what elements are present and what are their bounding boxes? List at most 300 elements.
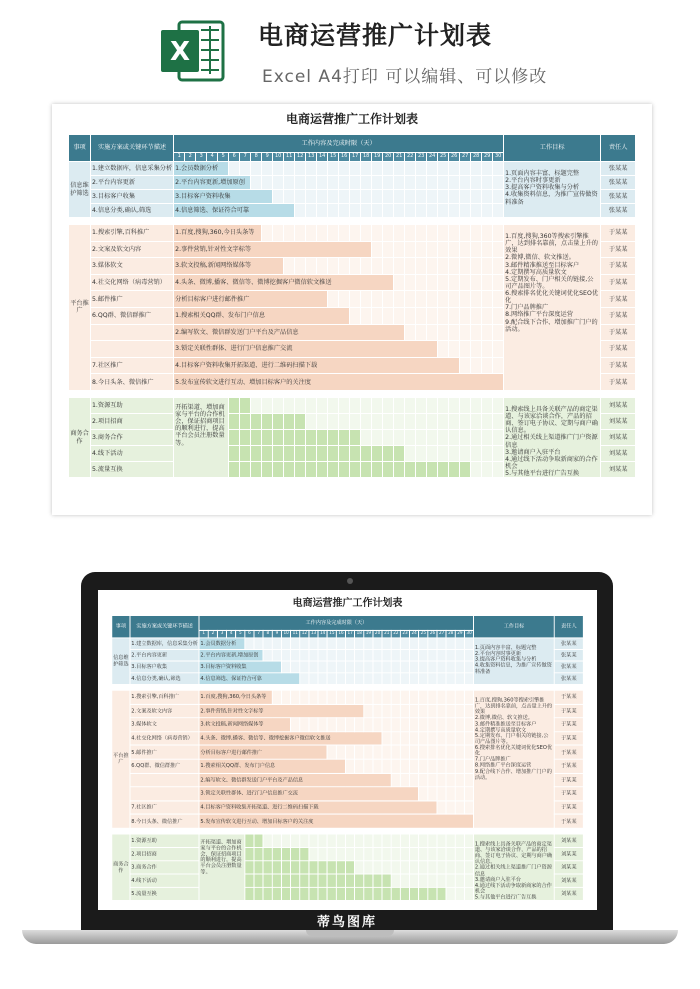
screen-day-number: 16 [338, 630, 344, 636]
task-cell: 4.信息分类,确认,筛选 [91, 204, 174, 218]
gantt-cell [240, 413, 251, 429]
screen-gantt-cell [346, 649, 355, 661]
screen-gantt-cell [254, 847, 263, 860]
gantt-cell [471, 462, 482, 478]
gantt-cell [394, 176, 405, 190]
screen-gantt-cell [446, 745, 455, 759]
gantt-cell [427, 413, 438, 429]
gantt-cell [328, 397, 339, 413]
screen-gantt-cell [419, 732, 428, 746]
screen-gantt-cell [346, 861, 355, 874]
gantt-cell [405, 291, 416, 308]
gantt-cell [251, 397, 262, 413]
gantt-cell [262, 176, 273, 190]
screen-gantt-cell [391, 759, 400, 773]
screen-gantt-cell [410, 649, 419, 661]
gantt-cell [361, 307, 372, 324]
screen-gantt-cell [455, 745, 464, 759]
screen-gantt-cell [282, 638, 291, 650]
gantt-cell [482, 397, 493, 413]
screen-biz-content-block: 开拓渠道、增加商家与平台的合作机会，保证招商项目的顺利进行，提高平台会员注册数量等。 [199, 834, 245, 901]
gantt-cell [339, 190, 350, 204]
gantt-cell [273, 430, 284, 446]
screen-gantt-cell [373, 638, 382, 650]
gantt-cell [482, 190, 493, 204]
gantt-cell [493, 307, 504, 324]
screen-gantt-cell [318, 861, 327, 874]
gantt-cell [427, 462, 438, 478]
gantt-bar: 3.锁定关联性群体、进行门户信息推广交流 [174, 341, 438, 358]
gantt-cell [493, 324, 504, 341]
screen-gantt-cell [373, 745, 382, 759]
screen-gantt-cell [428, 732, 437, 746]
screen-gantt-cell [272, 861, 281, 874]
day-number: 4 [207, 153, 218, 162]
gantt-cell [493, 397, 504, 413]
gantt-cell [306, 413, 317, 429]
gantt-cell [405, 446, 416, 462]
sheet-preview [52, 104, 652, 515]
screen-gantt-cell [300, 834, 309, 847]
screen-owner-cell: 于某某 [554, 759, 583, 773]
gantt-cell [284, 258, 295, 275]
gantt-cell [460, 357, 471, 374]
gantt-cell [361, 204, 372, 218]
gantt-cell [416, 307, 427, 324]
gantt-cell [229, 446, 240, 462]
screen-gantt-cell [419, 718, 428, 732]
screen-gantt-cell [254, 861, 263, 874]
owner-cell: 于某某 [601, 374, 636, 391]
gantt-cell [251, 413, 262, 429]
gantt-cell [372, 162, 383, 176]
gantt-cell [372, 190, 383, 204]
screen-gantt-cell [400, 847, 409, 860]
screen-col-header-goal: 工作目标 [474, 615, 555, 637]
screen-gantt-cell [391, 718, 400, 732]
gantt-cell [361, 430, 372, 446]
gantt-cell [405, 274, 416, 291]
day-number: 19 [372, 153, 383, 162]
screen-gantt-cell [428, 718, 437, 732]
gantt-cell [229, 462, 240, 478]
gantt-cell [339, 204, 350, 218]
screen-gantt-cell [263, 834, 272, 847]
screen-gantt-cell [428, 745, 437, 759]
gantt-cell [273, 176, 284, 190]
owner-cell: 于某某 [601, 291, 636, 308]
screen-gantt-cell [364, 847, 373, 860]
screen-gantt-cell [428, 787, 437, 801]
day-number: 24 [427, 153, 438, 162]
screen-gantt-cell [382, 847, 391, 860]
screen-owner-cell: 刘某某 [554, 887, 583, 900]
screen-gantt-cell [400, 661, 409, 673]
day-number: 17 [350, 153, 361, 162]
gantt-cell [295, 258, 306, 275]
screen-gantt-cell [400, 649, 409, 661]
screen-gantt-cell [410, 638, 419, 650]
gantt-cell [427, 430, 438, 446]
screen-gantt-cell [419, 759, 428, 773]
screen-gantt-cell [327, 887, 336, 900]
screen-owner-cell: 于某某 [554, 732, 583, 746]
screen-gantt-cell [282, 834, 291, 847]
gantt-cell [229, 413, 240, 429]
day-number: 8 [251, 153, 262, 162]
gantt-bar: 1.百度,搜狗,360,今日头条等 [174, 225, 262, 242]
gantt-cell [471, 190, 482, 204]
screen-gantt-cell [364, 690, 373, 704]
gantt-cell [361, 291, 372, 308]
day-number: 12 [295, 153, 306, 162]
screen-gantt-cell [309, 661, 318, 673]
gantt-cell [405, 241, 416, 258]
gantt-cell [295, 204, 306, 218]
gantt-cell [273, 190, 284, 204]
gantt-cell [306, 176, 317, 190]
gantt-cell [438, 162, 449, 176]
gantt-cell [284, 225, 295, 242]
gantt-cell [383, 413, 394, 429]
day-number: 13 [306, 153, 317, 162]
col-header-goal: 工作目标 [504, 135, 601, 162]
screen-gantt-cell [464, 874, 473, 887]
gantt-cell [306, 190, 317, 204]
task-cell: 7.社区推广 [91, 357, 174, 374]
screen-gantt-cell [309, 847, 318, 860]
screen-gantt-cell [364, 638, 373, 650]
gantt-cell [339, 430, 350, 446]
screen-gantt-cell [437, 661, 446, 673]
screen-gantt-bar: 3.目标客户资料收集 [199, 661, 281, 673]
screen-gantt-cell [355, 874, 364, 887]
screen-gantt-cell [455, 704, 464, 718]
screen-gantt-cell [419, 847, 428, 860]
task-cell: 1.搜索引擎,百科推广 [91, 225, 174, 242]
screen-gantt-cell [464, 661, 473, 673]
gantt-cell [482, 241, 493, 258]
gantt-cell [229, 430, 240, 446]
screen-gantt-cell [400, 673, 409, 685]
screen-goal-cell: 1.页面内容丰富、标题完整 2.平台内容时事更新 3.提高客户资料收集与分析 4.收集资料信息，为推广宣传做资料准备 [474, 638, 555, 685]
screen-gantt-cell [391, 834, 400, 847]
screen-gantt-cell [263, 847, 272, 860]
gantt-cell [328, 446, 339, 462]
screen-gantt-cell [391, 847, 400, 860]
screen-task-cell: 3.目标客户收集 [130, 661, 199, 673]
screen-task-cell: 6.QQ群、微信群推广 [130, 759, 199, 773]
screen-gantt-cell [464, 861, 473, 874]
gantt-cell [339, 397, 350, 413]
screen-gantt-cell [391, 732, 400, 746]
gantt-cell [449, 430, 460, 446]
screen-gantt-cell [309, 861, 318, 874]
gantt-cell [273, 446, 284, 462]
gantt-cell [394, 413, 405, 429]
screen-gantt-cell [364, 661, 373, 673]
gantt-cell [339, 462, 350, 478]
screen-gantt-cell [318, 638, 327, 650]
screen-gantt-cell [419, 861, 428, 874]
screen-gantt-cell [272, 834, 281, 847]
screen-gantt-cell [245, 638, 254, 650]
screen-gantt-bar: 1.百度,搜狗,360,今日头条等 [199, 690, 272, 704]
gantt-cell [350, 462, 361, 478]
gantt-cell [328, 162, 339, 176]
gantt-cell [493, 258, 504, 275]
screen-gantt-bar: 2.平台内容更新,增加原创 [199, 649, 263, 661]
screen-gantt-cell [446, 704, 455, 718]
screen-gantt-cell [455, 649, 464, 661]
screen-gantt-cell [428, 834, 437, 847]
day-number: 20 [383, 153, 394, 162]
screen-gantt-cell [455, 887, 464, 900]
screen-gantt-cell [446, 861, 455, 874]
gantt-cell [449, 413, 460, 429]
screen-gantt-cell [300, 673, 309, 685]
gantt-cell [482, 324, 493, 341]
screen-owner-cell: 张某某 [554, 673, 583, 685]
screen-gantt-cell [400, 732, 409, 746]
day-number: 3 [196, 153, 207, 162]
col-header-owner: 责任人 [601, 135, 636, 162]
screen-day-number: 29 [457, 630, 463, 636]
screen-gantt-cell [245, 847, 254, 860]
gantt-cell [372, 413, 383, 429]
plan-table [68, 134, 636, 478]
owner-cell: 于某某 [601, 357, 636, 374]
screen-day-number: 19 [365, 630, 372, 636]
goal-cell: 1.百度,搜狗,360等搜索引擎推广，达到排名靠前，点击量上升的效果 2.微博,微信、软文推送。 3.邮件精准推送至目标客户 4.定期撰写高质量软文 5.定期发布、门户相关的链接,公司产品图片等。 6.搜索排名优化关键词优化SEO优化 7.门户品牌推广 8.网络推广平台深度运营 9.配合线下合作、增加推广门户的活动。 [504, 225, 601, 391]
screen-gantt-cell [446, 673, 455, 685]
screen-gantt-cell [446, 834, 455, 847]
screen-gantt-cell [355, 690, 364, 704]
screen-gantt-cell [282, 847, 291, 860]
screen-gantt-cell [400, 861, 409, 874]
screen-task-cell: 4.线下活动 [130, 874, 199, 887]
screen-gantt-cell [318, 874, 327, 887]
gantt-cell [460, 307, 471, 324]
screen-gantt-cell [336, 847, 345, 860]
owner-cell: 于某某 [601, 258, 636, 275]
screen-gantt-cell [318, 673, 327, 685]
screen-gantt-cell [437, 887, 446, 900]
screen-gantt-cell [327, 745, 336, 759]
gantt-cell [284, 462, 295, 478]
screen-owner-cell: 于某某 [554, 773, 583, 787]
screen-owner-cell: 于某某 [554, 745, 583, 759]
gantt-cell [493, 357, 504, 374]
gantt-cell [493, 462, 504, 478]
gantt-cell [460, 341, 471, 358]
day-number: 22 [405, 153, 416, 162]
screen-owner-cell: 于某某 [554, 704, 583, 718]
screen-task-cell: 4.信息分类,确认,筛选 [130, 673, 199, 685]
gantt-cell [317, 446, 328, 462]
screen-gantt-cell [382, 673, 391, 685]
gantt-cell [405, 413, 416, 429]
screen-gantt-cell [309, 690, 318, 704]
owner-cell: 张某某 [601, 162, 636, 176]
screen-gantt-cell [272, 690, 281, 704]
screen-gantt-cell [373, 759, 382, 773]
gantt-cell [317, 413, 328, 429]
day-number: 27 [460, 153, 471, 162]
gantt-cell [460, 291, 471, 308]
gantt-cell [438, 291, 449, 308]
gantt-cell [262, 397, 273, 413]
page-subtitle: Excel A4打印 可以编辑、可以修改 [262, 67, 548, 87]
gantt-cell [306, 446, 317, 462]
gantt-cell [295, 446, 306, 462]
gantt-cell [471, 258, 482, 275]
owner-cell: 刘某某 [601, 413, 636, 429]
brand-label: 蒂鸟图库 [316, 915, 377, 930]
screen-gantt-cell [410, 861, 419, 874]
screen-gantt-cell [391, 887, 400, 900]
excel-logo-letter: X [169, 37, 191, 67]
screen-gantt-cell [318, 887, 327, 900]
gantt-cell [427, 307, 438, 324]
gantt-cell [427, 162, 438, 176]
gantt-cell [295, 397, 306, 413]
screen-gantt-bar: 分析目标客户进行邮件推广 [199, 745, 327, 759]
gantt-cell [262, 225, 273, 242]
screen-gantt-cell [400, 745, 409, 759]
gantt-cell [427, 225, 438, 242]
task-cell [91, 324, 174, 341]
gantt-cell [295, 176, 306, 190]
gantt-cell [328, 204, 339, 218]
gantt-cell [394, 162, 405, 176]
gantt-cell [493, 291, 504, 308]
screen-gantt-cell [263, 861, 272, 874]
screen-gantt-cell [336, 834, 345, 847]
day-number: 6 [229, 153, 240, 162]
gantt-cell [240, 397, 251, 413]
screen-gantt-cell [291, 638, 300, 650]
task-cell: 2.项目招商 [91, 413, 174, 429]
screen-gantt-cell [282, 887, 291, 900]
screen-gantt-cell [318, 834, 327, 847]
gantt-cell [383, 190, 394, 204]
screen-gantt-cell [400, 834, 409, 847]
screen-day-number: 8 [263, 630, 272, 637]
screen-gantt-cell [419, 887, 428, 900]
screen-col-header-phase: 事项 [112, 615, 130, 637]
gantt-cell [240, 430, 251, 446]
section-spacer [69, 390, 636, 397]
screen-gantt-cell [428, 759, 437, 773]
gantt-cell [493, 204, 504, 218]
screen-day-number: 30 [466, 630, 472, 636]
gantt-cell [460, 176, 471, 190]
gantt-bar: 2.编写软文、微信群发送门户平台及产品信息 [174, 324, 405, 341]
gantt-cell [306, 397, 317, 413]
screen-gantt-cell [291, 661, 300, 673]
screen-gantt-cell [245, 861, 254, 874]
gantt-cell [229, 397, 240, 413]
gantt-cell [339, 258, 350, 275]
screen-gantt-cell [419, 787, 428, 801]
screen-gantt-cell [382, 874, 391, 887]
screen-task-cell: 2.平台内容更新 [130, 649, 199, 661]
day-number: 5 [218, 153, 229, 162]
gantt-cell [471, 446, 482, 462]
gantt-cell [317, 225, 328, 242]
gantt-cell [372, 446, 383, 462]
screen-gantt-cell [336, 690, 345, 704]
gantt-cell [460, 413, 471, 429]
screen-gantt-cell [464, 801, 473, 815]
screen-gantt-cell [410, 661, 419, 673]
gantt-cell [350, 162, 361, 176]
screen-gantt-cell [419, 661, 428, 673]
screen-gantt-cell [428, 704, 437, 718]
gantt-cell [317, 397, 328, 413]
gantt-cell [306, 162, 317, 176]
screen-gantt-cell [391, 745, 400, 759]
screen-owner-cell: 于某某 [554, 690, 583, 704]
screen-gantt-cell [355, 673, 364, 685]
screen-gantt-cell [455, 759, 464, 773]
gantt-cell [482, 357, 493, 374]
day-number: 15 [328, 153, 339, 162]
gantt-cell [394, 225, 405, 242]
screen-gantt-cell [272, 649, 281, 661]
gantt-cell [229, 162, 240, 176]
screen-gantt-cell [382, 861, 391, 874]
gantt-cell [460, 430, 471, 446]
gantt-cell [460, 204, 471, 218]
gantt-cell [438, 258, 449, 275]
screen-gantt-cell [254, 887, 263, 900]
gantt-cell [361, 176, 372, 190]
gantt-cell [416, 446, 427, 462]
screen-gantt-cell [455, 874, 464, 887]
owner-cell: 张某某 [601, 204, 636, 218]
screen-gantt-cell [327, 673, 336, 685]
day-number: 10 [273, 153, 284, 162]
gantt-cell [350, 190, 361, 204]
screen-gantt-cell [446, 649, 455, 661]
gantt-cell [328, 430, 339, 446]
screen-gantt-cell [327, 661, 336, 673]
gantt-cell [317, 204, 328, 218]
gantt-cell [394, 190, 405, 204]
gantt-cell [438, 397, 449, 413]
gantt-cell [361, 462, 372, 478]
gantt-cell [295, 225, 306, 242]
gantt-cell [460, 397, 471, 413]
screen-day-number: 13 [310, 630, 317, 636]
screen-gantt-cell [346, 745, 355, 759]
screen-task-cell: 1.搜索引擎,百科推广 [130, 690, 199, 704]
screen-gantt-cell [464, 847, 473, 860]
gantt-cell [394, 274, 405, 291]
page-title: 电商运营推广计划表 [258, 21, 493, 50]
gantt-bar: 2.平台内容更新,增加原创 [174, 176, 251, 190]
screen-gantt-cell [419, 834, 428, 847]
gantt-cell [306, 462, 317, 478]
gantt-cell [317, 258, 328, 275]
gantt-cell [328, 462, 339, 478]
gantt-cell [350, 176, 361, 190]
screen-gantt-cell [300, 887, 309, 900]
screen-owner-cell: 张某某 [554, 638, 583, 650]
gantt-cell [339, 176, 350, 190]
